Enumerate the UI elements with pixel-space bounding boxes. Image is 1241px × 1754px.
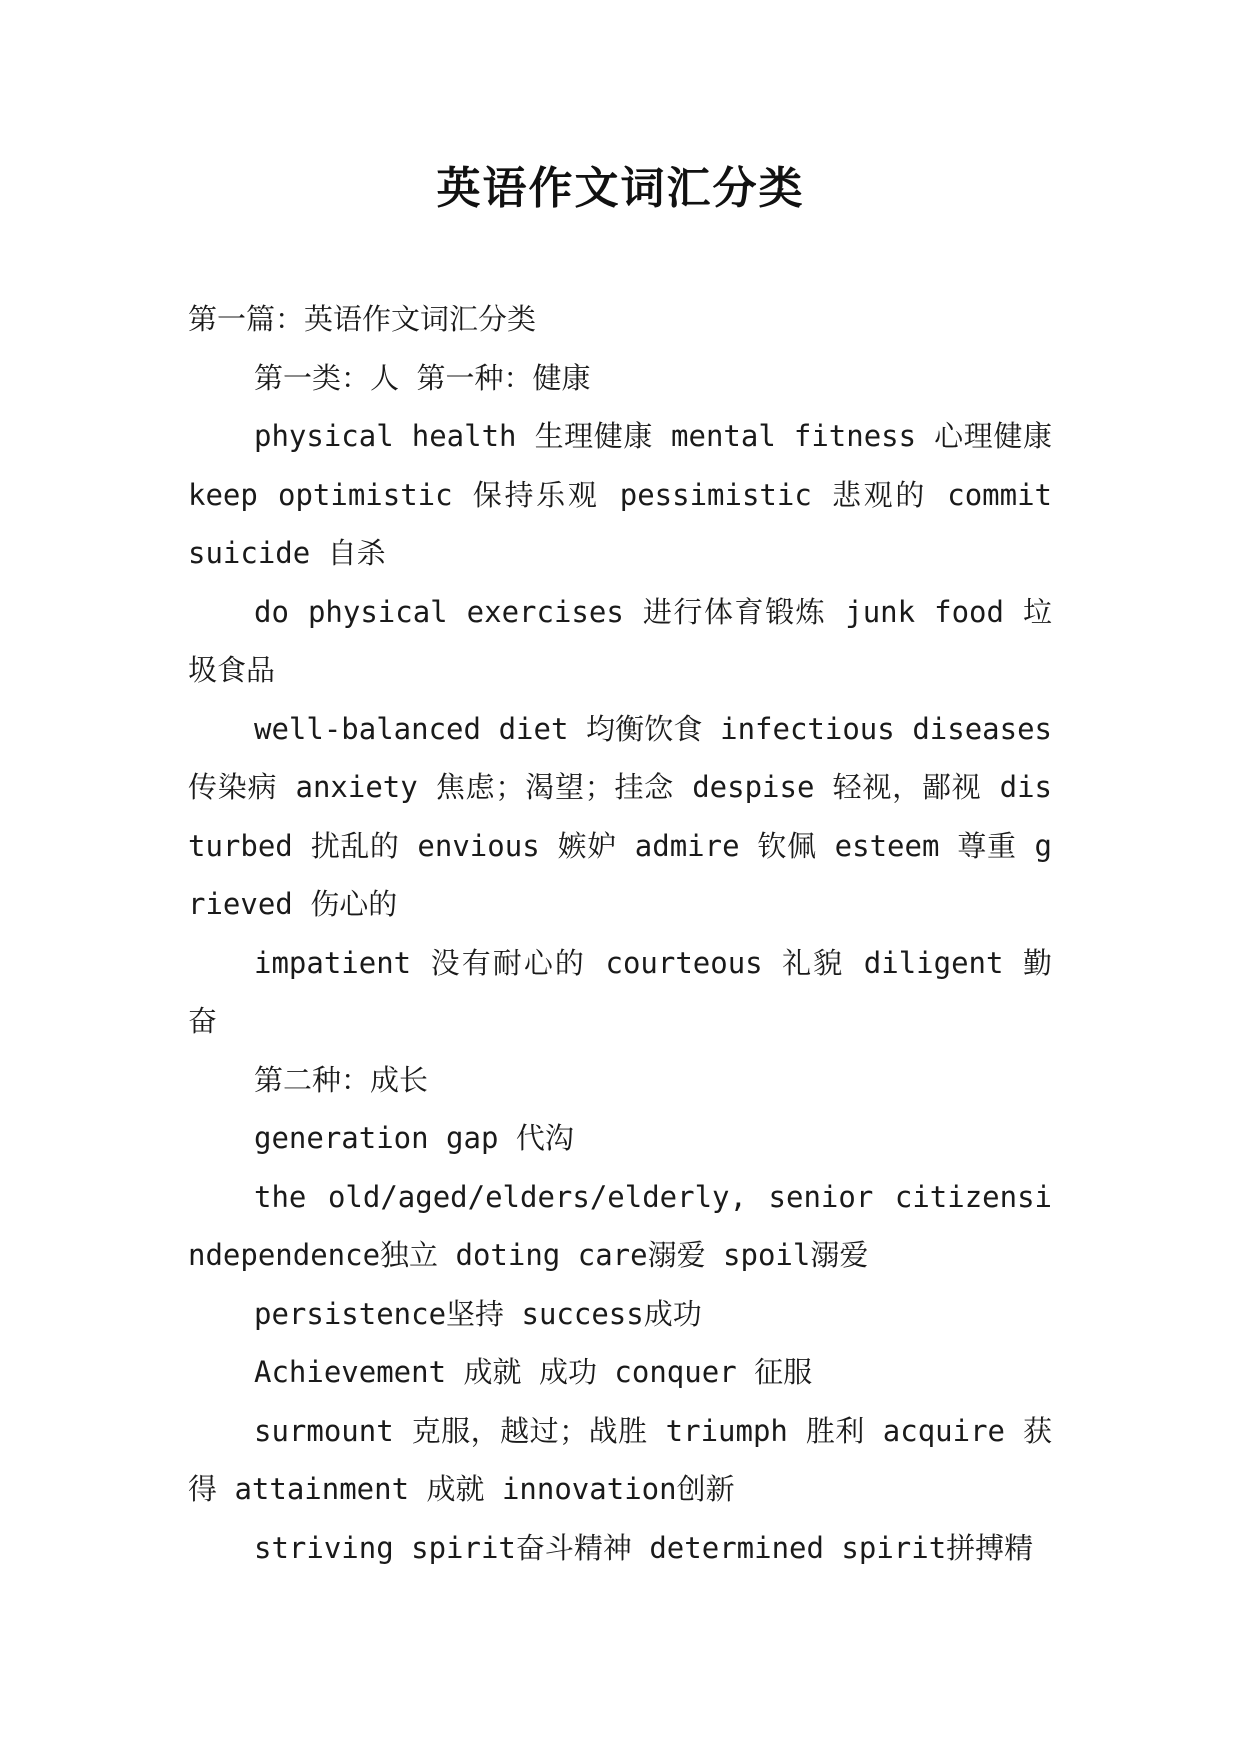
- vocab-paragraph: surmount 克服，越过；战胜 triumph 胜利 acquire 获得 attainment 成就 innovation创新: [188, 1413, 1052, 1506]
- vocab-paragraph: striving spirit奋斗精神 determined spirit拼搏精: [254, 1530, 1034, 1565]
- document-body: [188, 290, 1052, 1577]
- category-heading: 第一类：人 第一种：健康: [254, 360, 591, 395]
- vocab-paragraph: the old/aged/elders/elderly, senior citizensindependence独立 doting care溺爱 spoil溺爱: [188, 1179, 1052, 1272]
- section-heading: 第一篇：英语作文词汇分类: [188, 302, 537, 336]
- vocab-paragraph: physical health 生理健康 mental fitness 心理健康 keep optimistic 保持乐观 pessimistic 悲观的 commit suicide 自杀: [188, 419, 1052, 570]
- vocab-paragraph: impatient 没有耐心的 courteous 礼貌 diligent 勤奋: [188, 945, 1052, 1038]
- subcategory-heading: 第二种：成长: [254, 1062, 429, 1097]
- vocab-paragraph: persistence坚持 success成功: [254, 1296, 702, 1331]
- vocab-paragraph: well-balanced diet 均衡饮食 infectious diseases 传染病 anxiety 焦虑；渴望；挂念 despise 轻视，鄙视 disturbed 扰乱的 envious 嫉妒 admire 钦佩 esteem 尊重 grieved 伤心的: [188, 711, 1052, 921]
- vocab-paragraph: do physical exercises 进行体育锻炼 junk food 垃圾食品: [188, 594, 1052, 687]
- vocab-paragraph: generation gap 代沟: [254, 1121, 574, 1155]
- document-title: 英语作文词汇分类: [436, 163, 805, 214]
- vocab-paragraph: Achievement 成就 成功 conquer 征服: [254, 1355, 813, 1389]
